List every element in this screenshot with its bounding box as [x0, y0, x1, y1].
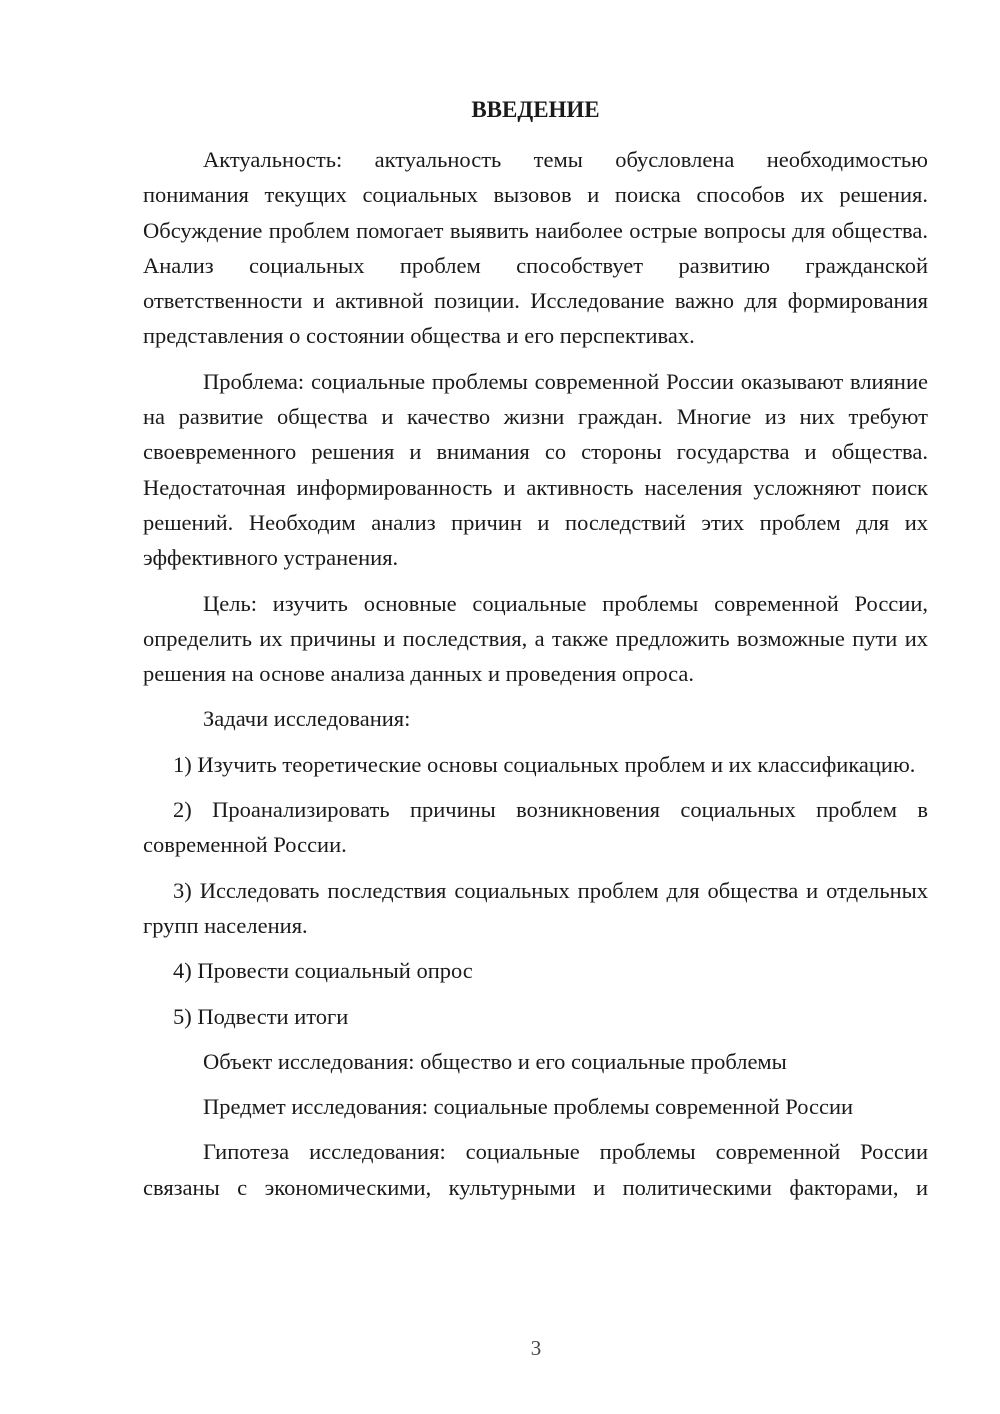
problem-paragraph: Проблема: социальные проблемы современной России оказывают влияние на развитие общества и качество жизни граждан. Многие из них требуют своевременного решения и внимания со стороны государства и общества. Недостаточная информированность и активность населения усложняют поиск решений. Необходим анализ причин и последствий этих проблем для их эффективного устранения.: [143, 368, 928, 571]
task-item-3: 3) Исследовать последствия социальных проблем для общества и отдельных групп населения.: [143, 877, 928, 938]
document-page: [143, 95, 928, 1215]
task-item-5: 5) Подвести итоги: [173, 1003, 349, 1029]
task-item-2: 2) Проанализировать причины возникновения социальных проблем в современной России.: [143, 797, 928, 858]
object-paragraph: Объект исследования: общество и его социальные проблемы: [203, 1048, 787, 1074]
page-title: ВВЕДЕНИЕ: [471, 97, 600, 122]
task-item-1: 1) Изучить теоретические основы социальных проблем и их классификацию.: [173, 751, 916, 777]
task-item-4: 4) Провести социальный опрос: [173, 958, 473, 984]
hypothesis-paragraph: Гипотеза исследования: социальные проблемы современной России связаны с экономическими, культурными и политическими факторами, и: [143, 1139, 928, 1200]
tasks-title: Задачи исследования:: [203, 706, 411, 732]
subject-paragraph: Предмет исследования: социальные проблемы современной России: [203, 1094, 854, 1120]
relevance-paragraph: Актуальность: актуальность темы обусловлена необходимостью понимания текущих социальных вызовов и поиска способов их решения. Обсуждение проблем помогает выявить наиболее острые вопросы для общества. Анализ социальных проблем способствует развитию гражданской ответственности и активной позиции. Исследование важно для формирования представления о состоянии общества и его перспективах.: [143, 147, 928, 349]
goal-paragraph: Цель: изучить основные социальные проблемы современной России, определить их причины и последствия, а также предложить возможные пути их решения на основе анализа данных и проведения опроса.: [143, 590, 928, 687]
page-number: 3: [530, 1336, 542, 1360]
